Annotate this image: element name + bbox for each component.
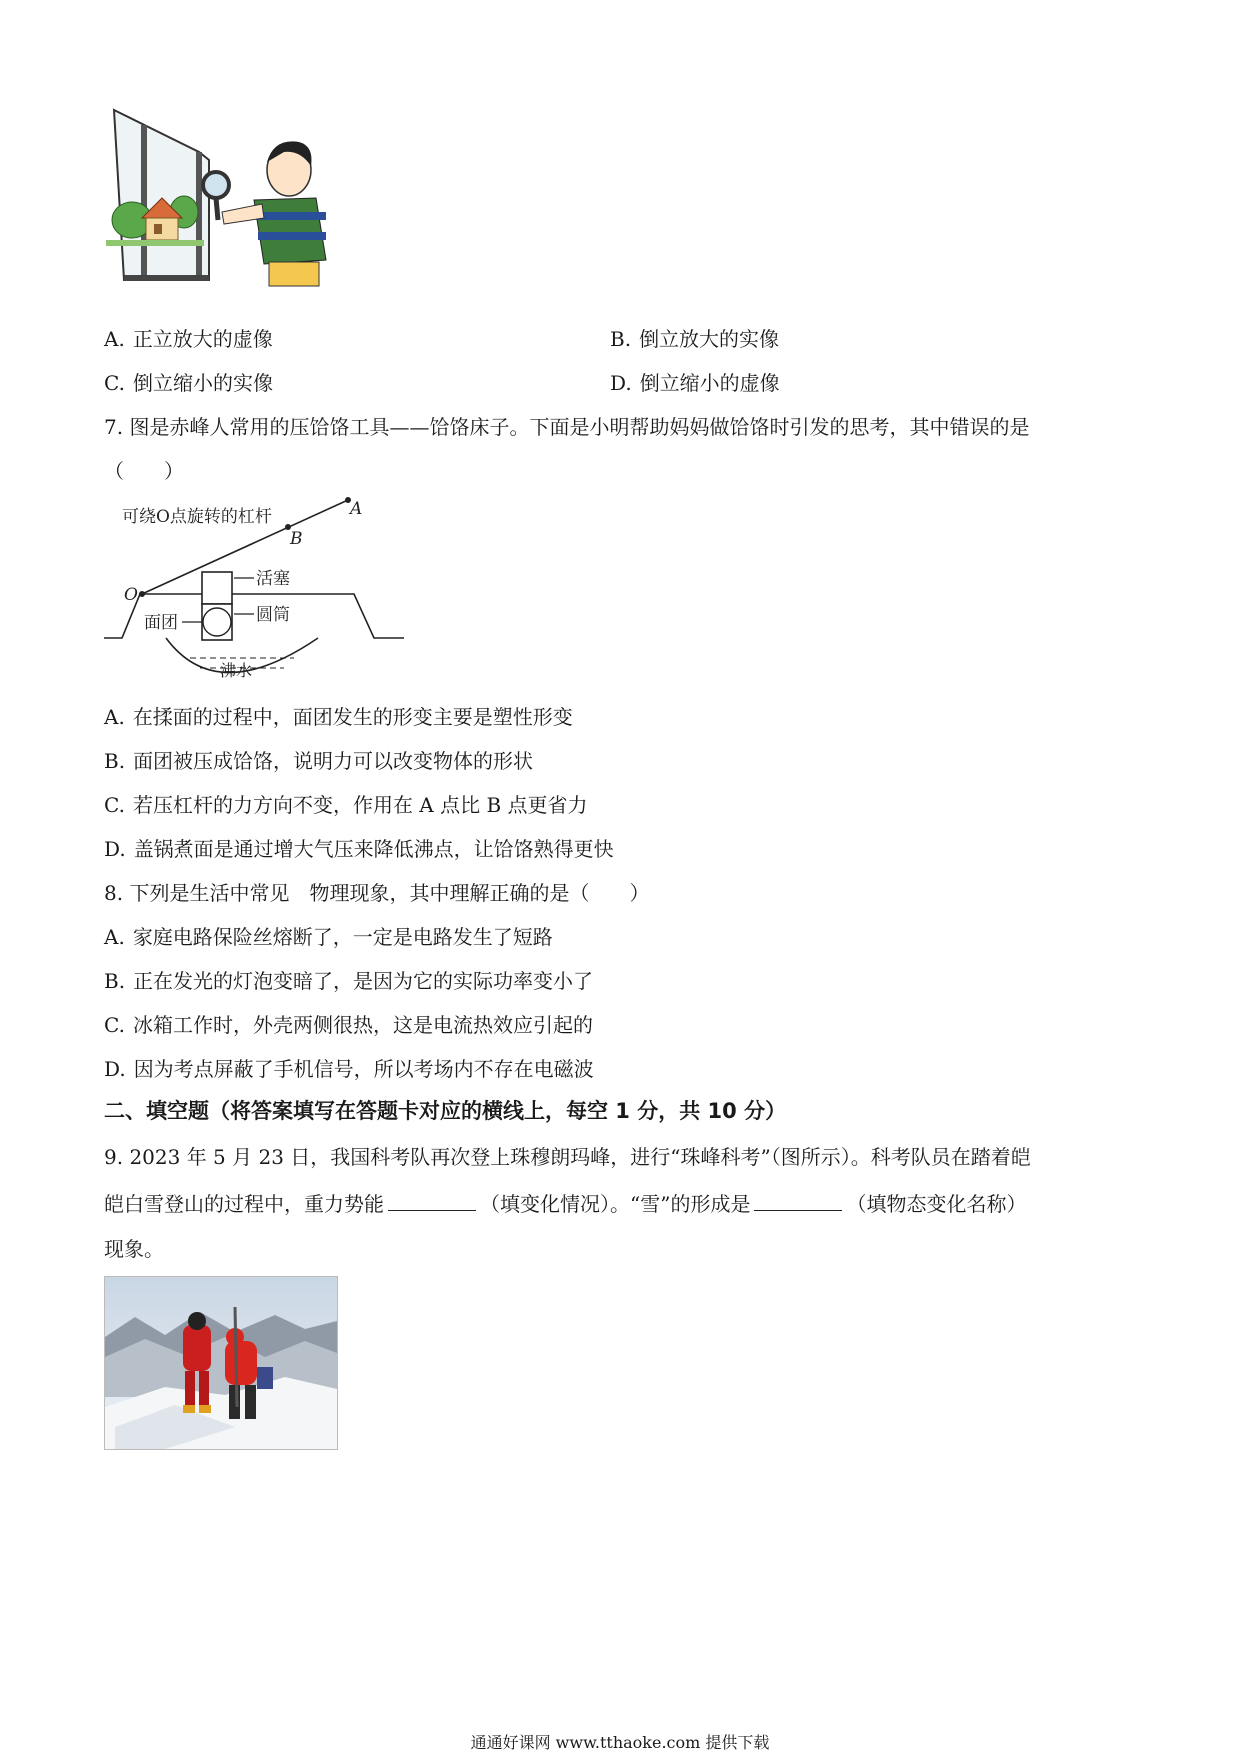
piston-label: 活塞 bbox=[256, 569, 290, 589]
q8-option-d bbox=[104, 1056, 594, 1082]
option-label: C. bbox=[104, 1013, 125, 1037]
answer-blank-1[interactable] bbox=[388, 1190, 476, 1211]
option-label: C. bbox=[104, 371, 125, 395]
option-label: D. bbox=[104, 837, 126, 861]
option-label: D. bbox=[610, 371, 632, 395]
option-label: B. bbox=[104, 749, 126, 773]
q7-option-b bbox=[104, 748, 533, 774]
lever-caption: 可绕O点旋转的杠杆 bbox=[122, 507, 272, 527]
lever-press-drawing bbox=[104, 492, 424, 692]
q9-text-c: （填物态变化名称） bbox=[846, 1192, 1027, 1216]
point-o-label: O bbox=[124, 585, 138, 605]
q7-option-a bbox=[104, 704, 573, 730]
section-heading: 二、填空题（将答案填写在答题卡对应的横线上，每空 1 分，共 10 分） bbox=[104, 1099, 787, 1123]
option-label: A. bbox=[104, 925, 125, 949]
climbers-on-summit-image bbox=[105, 1277, 337, 1449]
option-text: 倒立缩小的实像 bbox=[132, 371, 273, 395]
q7-option-d bbox=[104, 836, 614, 862]
q7-stem: 7. 图是赤峰人常用的压饸饹工具——饸饹床子。下面是小明帮助妈妈做饸饹时引发的思考，其中错误的是 bbox=[104, 415, 1030, 439]
option-label: C. bbox=[104, 793, 125, 817]
option-label: D. bbox=[104, 1057, 126, 1081]
q6-option-b bbox=[610, 326, 779, 352]
answer-blank-2[interactable] bbox=[754, 1190, 842, 1211]
option-text: 家庭电路保险丝熔断了，一定是电路发生了短路 bbox=[132, 925, 553, 949]
q7-answer-paren: （ ） bbox=[104, 459, 184, 483]
q9-line-2 bbox=[104, 1190, 1026, 1217]
q7-option-c bbox=[104, 792, 588, 818]
q9-line-3: 现象。 bbox=[104, 1237, 164, 1261]
option-label: B. bbox=[104, 969, 126, 993]
q9-text-b: （填变化情况）。“雪”的形成是 bbox=[480, 1192, 751, 1216]
q8-stem: 8. 下列是生活中常见 物理现象，其中理解正确的是（ ） bbox=[104, 881, 650, 905]
page-footer: 通通好课网 www.tthaoke.com 提供下载 bbox=[470, 1733, 770, 1752]
boiling-water-label: 沸水 bbox=[220, 661, 253, 680]
option-label: B. bbox=[610, 327, 632, 351]
q8-option-a bbox=[104, 924, 553, 950]
option-text: 盖锅煮面是通过增大气压来降低沸点，让饸饹熟得更快 bbox=[133, 837, 614, 861]
everest-photo bbox=[104, 1276, 338, 1450]
option-text: 正立放大的虚像 bbox=[132, 327, 273, 351]
option-label: A. bbox=[104, 705, 125, 729]
q6-option-d bbox=[610, 370, 780, 396]
option-text: 倒立放大的实像 bbox=[639, 327, 780, 351]
option-label: A. bbox=[104, 327, 125, 351]
q8-option-b bbox=[104, 968, 593, 994]
option-text: 正在发光的灯泡变暗了，是因为它的实际功率变小了 bbox=[133, 969, 594, 993]
option-text: 若压杠杆的力方向不变，作用在 A 点比 B 点更省力 bbox=[132, 793, 588, 817]
cylinder-label: 圆筒 bbox=[256, 605, 290, 625]
magnifier-illustration bbox=[104, 100, 334, 290]
option-text: 冰箱工作时，外壳两侧很热，这是电流热效应引起的 bbox=[132, 1013, 593, 1037]
option-text: 面团被压成饸饹，说明力可以改变物体的形状 bbox=[133, 749, 534, 773]
option-text: 在揉面的过程中，面团发生的形变主要是塑性形变 bbox=[132, 705, 573, 729]
q6-option-a bbox=[104, 326, 273, 352]
q9-line-1: 9. 2023 年 5 月 23 日，我国科考队再次登上珠穆朗玛峰，进行“珠峰科考”（图所示）。科考队员在踏着皑 bbox=[104, 1145, 1031, 1169]
option-text: 倒立缩小的虚像 bbox=[639, 371, 780, 395]
q9-text-a: 皑白雪登山的过程中，重力势能 bbox=[104, 1192, 384, 1216]
q8-option-c bbox=[104, 1012, 593, 1038]
q6-option-c bbox=[104, 370, 273, 396]
point-b-label: B bbox=[290, 529, 303, 549]
option-text: 因为考点屏蔽了手机信号，所以考场内不存在电磁波 bbox=[133, 1057, 594, 1081]
dough-label: 面团 bbox=[144, 613, 178, 633]
boy-window-drawing bbox=[104, 100, 334, 290]
noodle-press-diagram bbox=[104, 492, 424, 692]
point-a-label: A bbox=[350, 499, 363, 519]
